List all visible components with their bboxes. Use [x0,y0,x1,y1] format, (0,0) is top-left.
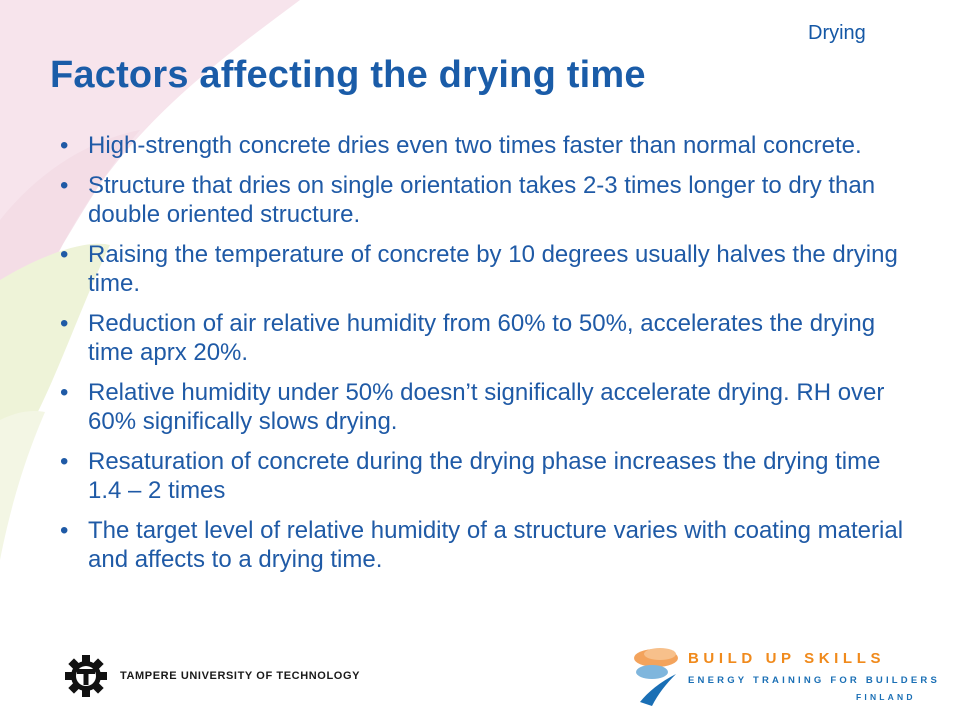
bullet-item [60,309,920,367]
bullet-item [60,516,920,574]
build-up-skills-icon [630,640,684,710]
build-up-title: BUILD UP SKILLS [688,650,886,667]
bullet-text: Structure that dries on single orientation takes 2-3 times longer to dry than double oriented structure. [88,172,876,228]
build-up-country: FINLAND [856,692,916,702]
tut-logo [64,654,360,698]
bullet-item [60,447,920,505]
bullet-item [60,240,920,298]
slide-title: Factors affecting the drying time [50,54,646,96]
bullet-dot: • [60,379,69,406]
bullet-text: High-strength concrete dries even two times faster than normal concrete. [88,132,862,159]
bullet-text: The target level of relative humidity of a structure varies with coating material and affects to a drying time. [88,517,904,573]
bullet-text: Reduction of air relative humidity from 60% to 50%, accelerates the drying time aprx 20%. [88,310,876,366]
bullet-item [60,131,920,160]
build-up-subtitle: ENERGY TRAINING FOR BUILDERS [688,675,940,686]
bullet-dot: • [60,517,69,544]
university-name: TAMPERE UNIVERSITY OF TECHNOLOGY [120,670,361,682]
bullet-dot: • [60,241,69,268]
build-up-skills-logo [630,640,940,710]
bullet-list [60,131,920,585]
bullet-dot: • [60,448,69,475]
bullet-item [60,378,920,436]
bullet-text: Relative humidity under 50% doesn’t significally accelerate drying. RH over 60% significally slows drying. [88,379,885,435]
bullet-text: Raising the temperature of concrete by 10 degrees usually halves the drying time. [88,241,898,297]
bullet-text: Resaturation of concrete during the drying phase increases the drying time 1.4 – 2 times [88,448,881,504]
section-tag: Drying [808,22,866,44]
bullet-item [60,171,920,229]
bullet-dot: • [60,310,69,337]
bullet-dot: • [60,172,69,199]
bullet-dot: • [60,132,69,159]
tut-gear-icon [64,654,108,698]
